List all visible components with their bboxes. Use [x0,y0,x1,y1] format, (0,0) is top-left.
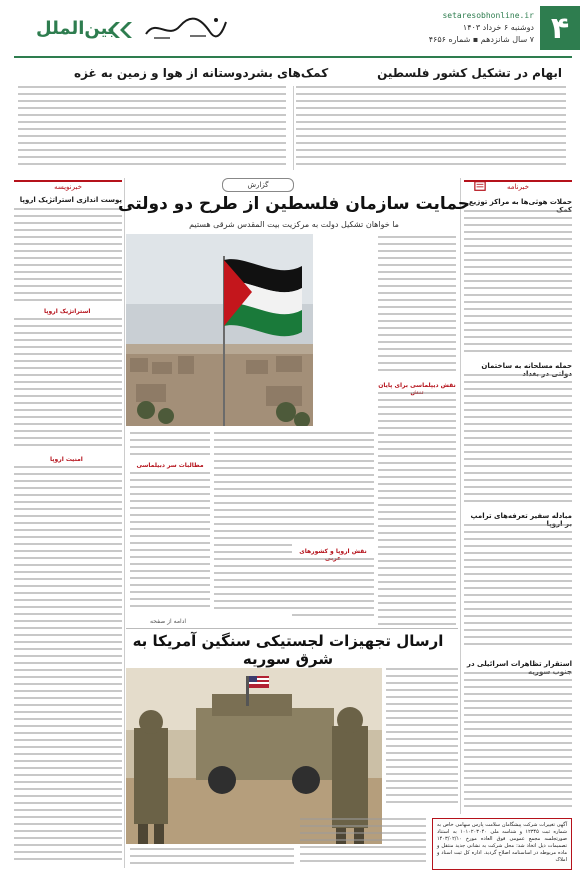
issue-meta [429,10,534,46]
top-right-text [296,86,566,168]
top-right-headline[interactable]: ابهام در تشکیل کشور فلسطین [377,66,562,80]
top-left-text [18,86,286,168]
main-subhead: ما خواهان تشکیل دولت به مرکزیت بیت المقدس شرقی هستیم [189,220,399,229]
main-story-col4 [130,432,210,460]
right-item4-title[interactable]: استقرار تظاهرات اسرائیلی در [466,660,572,668]
second-headline[interactable]: ارسال تجهیزات لجستیکی سنگین آمریکا به شرق سوریه [132,632,444,668]
newspaper-logo [140,10,230,46]
divider [460,178,461,814]
palestine-flag-photo [126,234,313,426]
continue-note: ادامه از صفحه [150,618,187,625]
divider [124,178,125,868]
section-title: بین‌الملل [36,18,115,39]
legal-notice-box [432,818,572,870]
masthead-rule [14,56,572,58]
sub-diplomacy: نقش دیپلماسی برای پایان [378,382,456,389]
legal-notice-text: آگهی تغییرات شرکت پیشگامان سلامت پارس سهامی خاص به شماره ثبت ۱۲۳۴۵ و شناسه ملی ۱۰۱۰۲۰۳۰۴۰ به استناد صورتجلسه مجمع عمومی فوق العاده مورخ ۱۴۰۳/۰۲/۱۰ تصمیمات ذیل اتخاذ شد: محل شرکت به نشانی جدید منتقل و ماده مربوطه در اساسنامه اصلاح گردید. اداره کل ثبت اسناد و املاک [437,822,567,863]
main-story-col2 [292,432,374,546]
top-left-headline[interactable]: کمک‌های بشردوستانه از هوا و زمین به غزه [74,66,329,80]
right-item1-title[interactable]: حملات هوثی‌ها به مراکز توزیع [468,198,572,206]
main-story-col3 [214,432,292,624]
right-item2-title[interactable]: حمله مسلحانه به ساختمان [481,362,572,370]
left-item1-sub: استراتژیک اروپا [44,308,91,315]
left-box-head: خبرنویسه [14,180,122,192]
news-icon [474,180,486,192]
left-item2-sub: امنیت اروپا [50,456,83,463]
second-story-col2 [300,818,426,868]
story-separator [126,628,458,629]
divider [293,86,294,170]
main-story-col1 [378,236,456,380]
right-item3-text [464,524,572,654]
right-item1-text [464,210,572,356]
left-item1-title[interactable]: پوست اندازی استراتژیک اروپا [19,196,122,204]
main-headline[interactable]: حمایت سازمان فلسطین از طرح دو دولتی [118,194,470,214]
main-story-col2b [292,558,374,624]
left-item2-text [14,466,122,868]
second-story-col1 [386,668,458,816]
sub-demands: مطالبات سر دبیلماسی [136,462,204,469]
date-line: دوشنبه ۶ خرداد ۱۴۰۳ [462,23,534,32]
left-item1-text-2 [14,318,122,452]
second-story-col3 [130,848,294,868]
website[interactable]: setaresobhonline.ir [442,11,534,20]
sub-europe-arab: نقش اروپا و کشورهای [299,548,367,555]
left-item1-text [14,208,122,304]
main-story-col1b [378,392,456,636]
main-story-col4b [130,472,210,616]
right-item4-text [464,672,572,812]
page-number: ۴ [540,6,580,50]
issue-line: ۷ سال شانزدهم ▪ شماره ۴۶۵۶ [428,35,534,44]
story-kicker: گزارش [222,178,294,192]
masthead [0,0,586,62]
right-item3-title[interactable]: مبادله سفیر تعرفه‌های ترامپ [470,512,572,520]
right-box-head: خبرنامه [464,180,572,192]
right-item2-text [464,374,572,508]
